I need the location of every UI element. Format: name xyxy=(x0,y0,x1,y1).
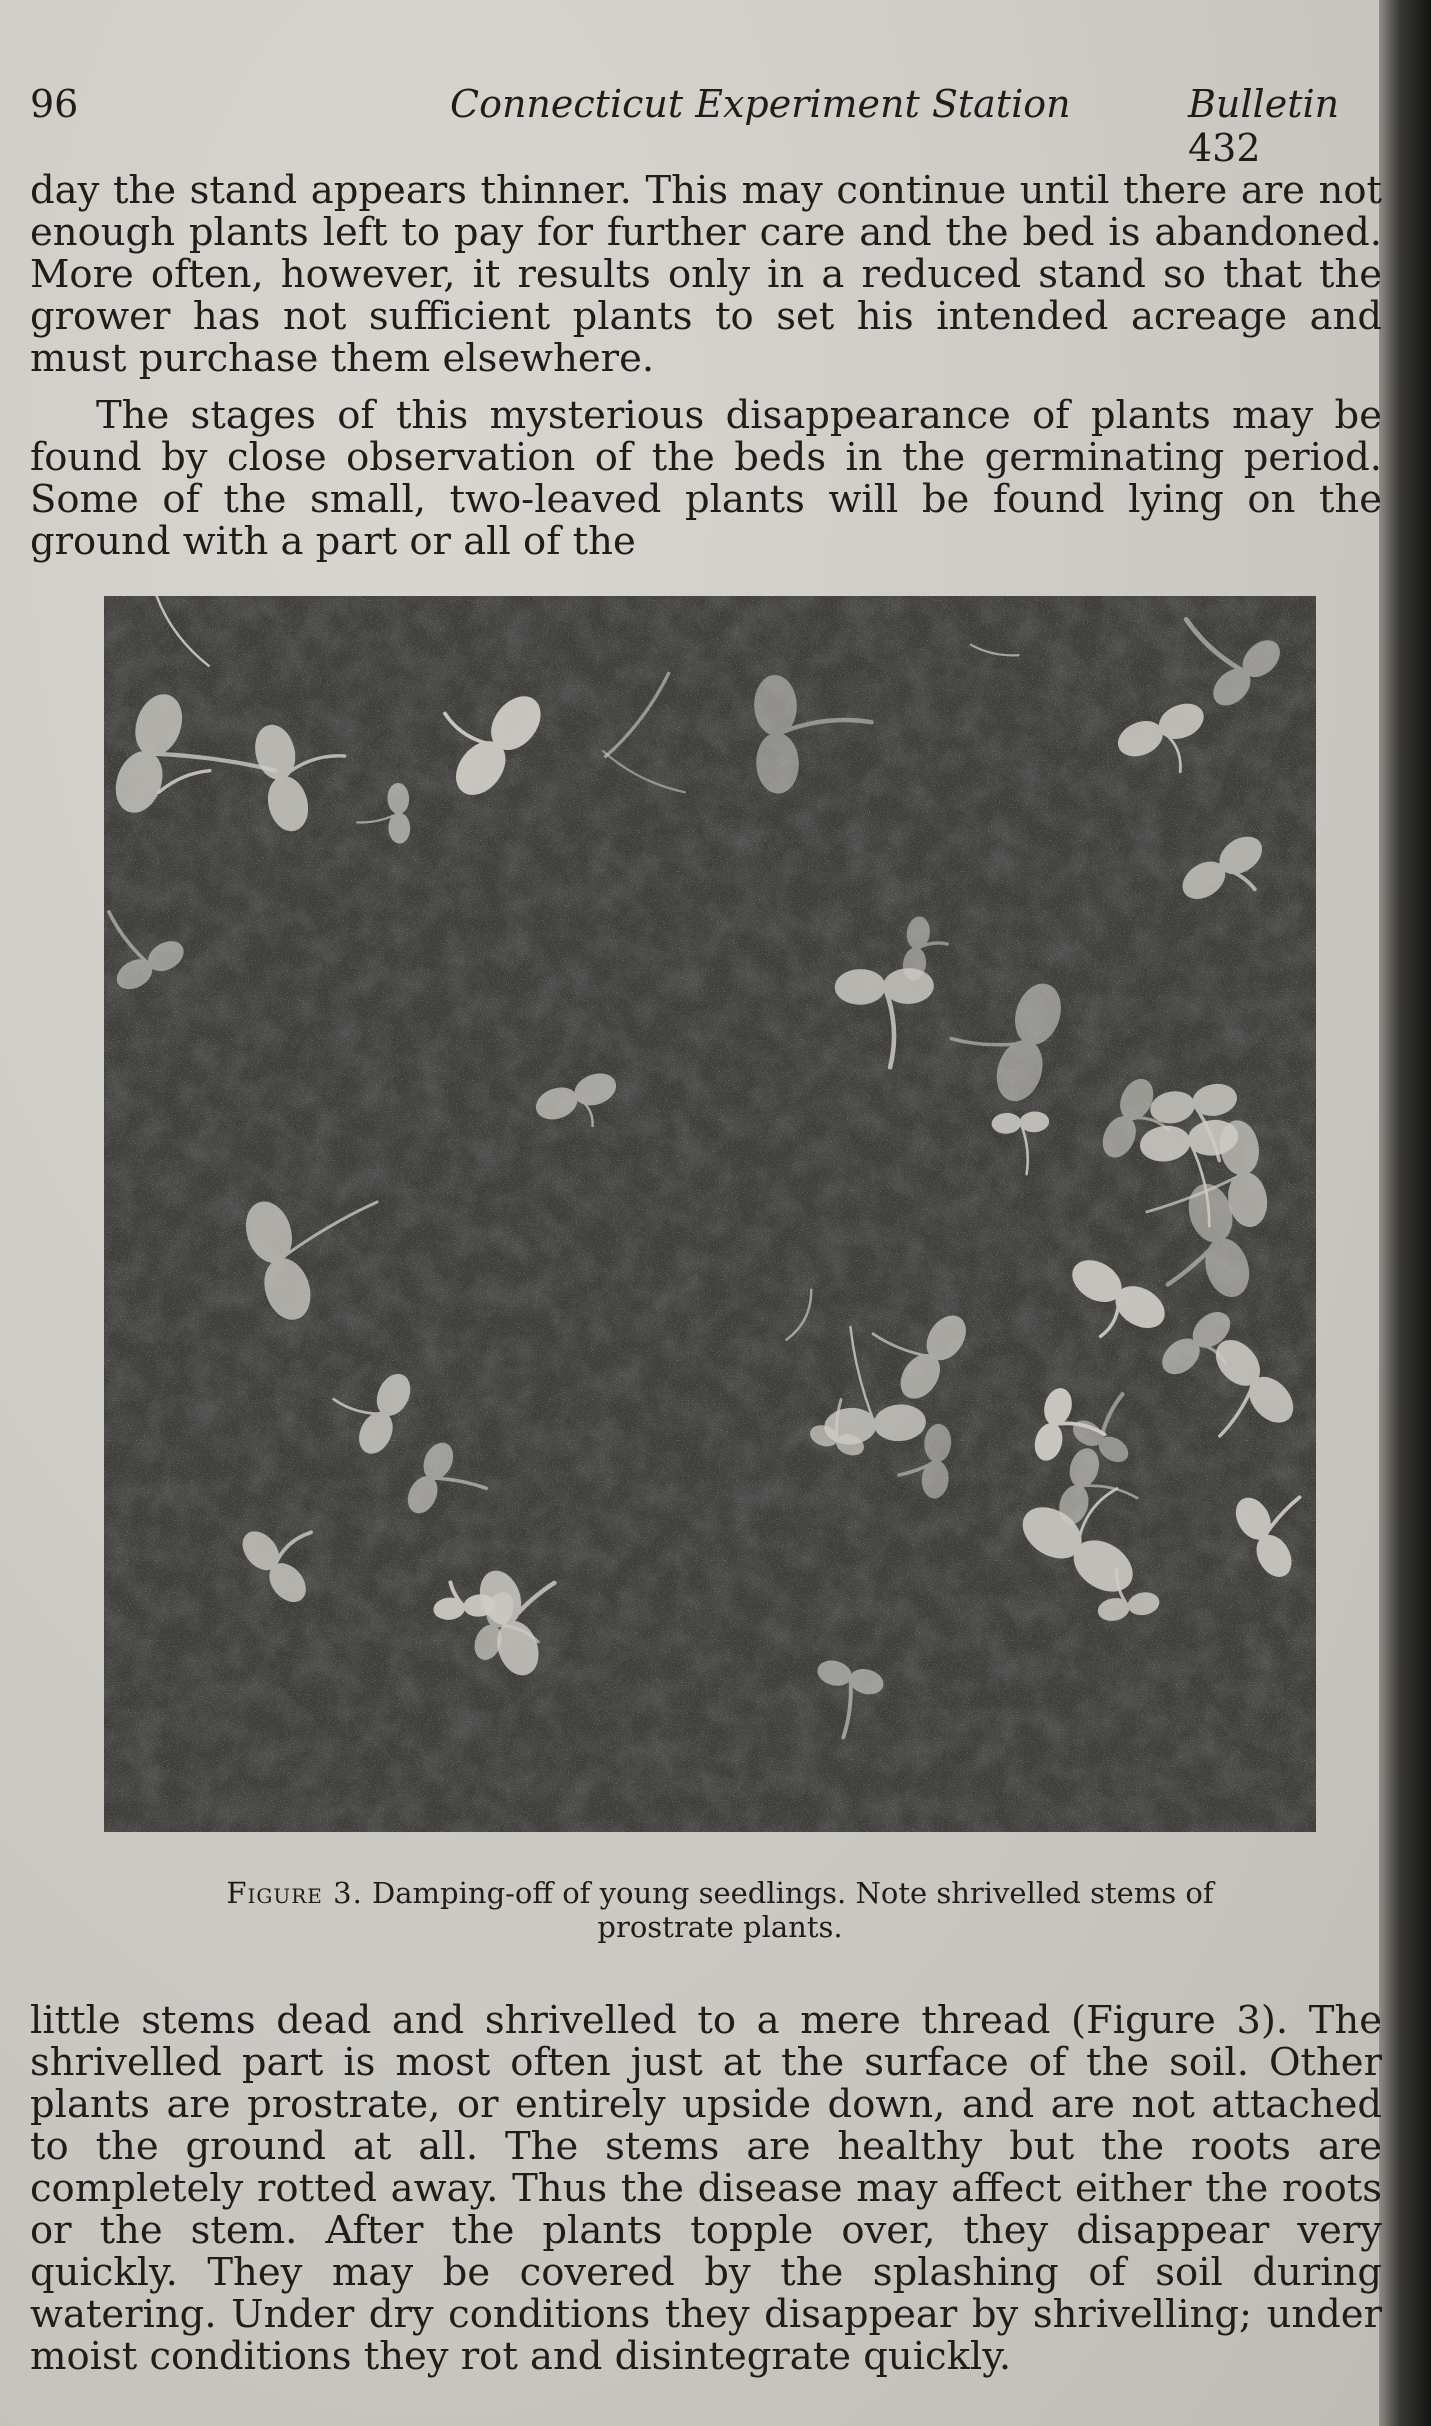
seedling-photo-illustration xyxy=(104,596,1316,1832)
paragraph-symptoms xyxy=(30,2000,1382,2378)
book-gutter-shadow xyxy=(1379,0,1431,2426)
paragraph-text: day the stand appears thinner. This may continue until there are not enough plants left to pay for further care and the bed is abandoned. More often, however, it results only in a reduced stand so that the grower has not sufficient plants to set his intended acreage and must purchase them elsewhere. xyxy=(30,168,1382,381)
paragraph-continued xyxy=(30,170,1382,380)
paragraph-text: little stems dead and shrivelled to a mere thread (Figure 3). The shrivelled part is most often just at the surface of the soil. Other plants are prostrate, or entirely upside down, and are not attached to the ground at all. The stems are healthy but the roots are completely rotted away. Thus the disease may affect either the roots or the stem. After the plants topple over, they disappear very quickly. They may be covered by the splashing of soil during watering. Under dry conditions they disappear by shrivelling; under moist conditions they rot and disintegrate quickly. xyxy=(30,1998,1382,2379)
page-number: 96 xyxy=(30,82,79,126)
bulletin-label: Bulletin xyxy=(1188,82,1340,126)
seedling-photograph xyxy=(104,596,1316,1832)
running-title: Connecticut Experiment Station xyxy=(450,82,1071,126)
caption-text-line1: Damping-off of young seedlings. Note shrivelled stems of xyxy=(372,1876,1214,1910)
figure-caption xyxy=(160,1876,1280,1944)
paragraph-stages xyxy=(30,395,1382,563)
running-header xyxy=(30,82,1380,170)
figure-label: Figure 3. xyxy=(226,1876,363,1910)
paragraph-text: The stages of this mysterious disappearance of plants may be found by close observation of the beds in the germinating period. Some of the small, two-leaved plants will be found lying on the ground with a part or all of the xyxy=(30,393,1382,564)
caption-text-line2: prostrate plants. xyxy=(597,1910,843,1944)
bulletin-number: 432 xyxy=(1188,126,1261,170)
bulletin-reference xyxy=(1188,82,1380,170)
